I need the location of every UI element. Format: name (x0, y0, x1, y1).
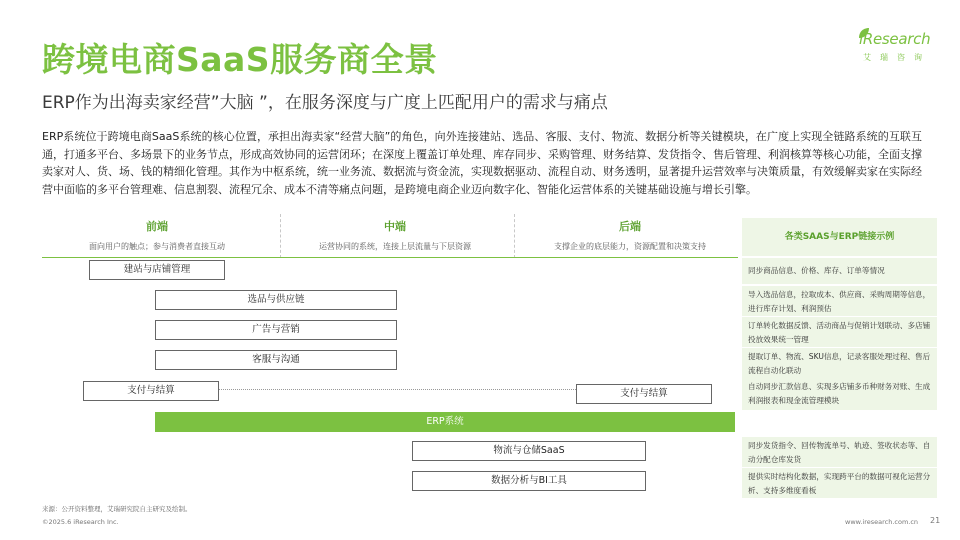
module-ads-marketing: 广告与营销 (155, 320, 397, 340)
link-example-site: 同步商品信息、价格、库存、订单等情况 (742, 258, 937, 284)
module-customer-service: 客服与沟通 (155, 350, 397, 370)
copyright: ©2025.6 iResearch Inc. (42, 518, 119, 526)
link-example-selection: 导入选品信息，拉取成本、供应商、采购周期等信息，进行库存计划、利润预估 (742, 286, 937, 316)
section-front-label: 前端 (146, 220, 168, 233)
right-panel-header: 各类SAAS与ERP链接示例 (742, 218, 937, 256)
erp-system-bar: ERP系统 (155, 412, 735, 432)
module-bi: 数据分析与BI工具 (412, 471, 646, 491)
page-title: 跨境电商SaaS服务商全景 (42, 40, 438, 79)
source-note: 来源：公开资料整理，艾瑞研究院自主研究及绘制。 (42, 505, 192, 513)
link-example-ads: 订单转化数据反馈、活动商品与促销计划联动、多店铺投放效果统一管理 (742, 317, 937, 347)
page-subtitle: ERP作为出海卖家经营”大脑 ”，在服务深度与广度上匹配用户的需求与痛点 (42, 93, 608, 113)
header-rule (42, 257, 738, 258)
intro-paragraph: ERP系统位于跨境电商SaaS系统的核心位置，承担出海卖家“经营大脑”的角色，向外连接建站、选品、客服、支付、物流、数据分析等关键模块，在广度上实现全链路系统的互联互通，打通多平台、多场景下的业务节点，形成高效协同的运营闭环；在深度上覆盖订单处理、库存同步、采购管理、财务结算、发货指令、售后管理、利润核算等核心功能，全面支撑卖家对人、货、场、钱的精细化管理。其作为中枢系统，统一业务流、数据流与资金流，实现数据驱动、流程自动、财务透明，显著提升运营效率与决策质量，有效缓解卖家在实际经营中面临的多平台管理难、信息割裂、流程冗余、成本不清等痛点问题，是跨境电商企业迈向数字化、智能化运营体系的关键基础设施与增长引擎。 (42, 130, 922, 196)
module-site-store: 建站与店铺管理 (89, 260, 225, 280)
page-number: 21 (930, 516, 941, 525)
payment-connector (219, 389, 576, 390)
section-back-desc: 支撑企业的底层能力，资源配置和决策支持 (554, 242, 706, 251)
module-logistics: 物流与仓储SaaS (412, 441, 646, 461)
module-payment-right: 支付与结算 (576, 384, 712, 404)
section-back-label: 后端 (619, 220, 641, 233)
link-example-payment: 自动同步汇款信息、实现多店铺多币种财务对账、生成利润报表和现金流管理模块 (742, 378, 937, 410)
logo-name: iResearch (859, 30, 931, 48)
link-example-cs: 提取订单、物流、SKU信息，记录客服处理过程、售后流程自动化联动 (742, 348, 937, 378)
link-example-bi: 提供实时结构化数据，实现跨平台的数据可视化运营分析、支持多维度看板 (742, 468, 937, 498)
iresearch-logo (857, 26, 937, 66)
section-middle-desc: 运营协同的系统，连接上层流量与下层资源 (319, 242, 471, 251)
website-link[interactable]: www.iresearch.com.cn (845, 518, 919, 526)
module-selection-supply: 选品与供应链 (155, 290, 397, 310)
link-example-logistics: 同步发货指令、回传物流单号、轨迹、签收状态等、自动分配仓库发货 (742, 437, 937, 467)
section-middle-label: 中端 (384, 220, 406, 233)
logo-chinese-name: 艾瑞咨询 (863, 53, 931, 62)
module-payment-left: 支付与结算 (83, 381, 219, 401)
section-front-desc: 面向用户的触点；参与消费者直接互动 (89, 242, 225, 251)
